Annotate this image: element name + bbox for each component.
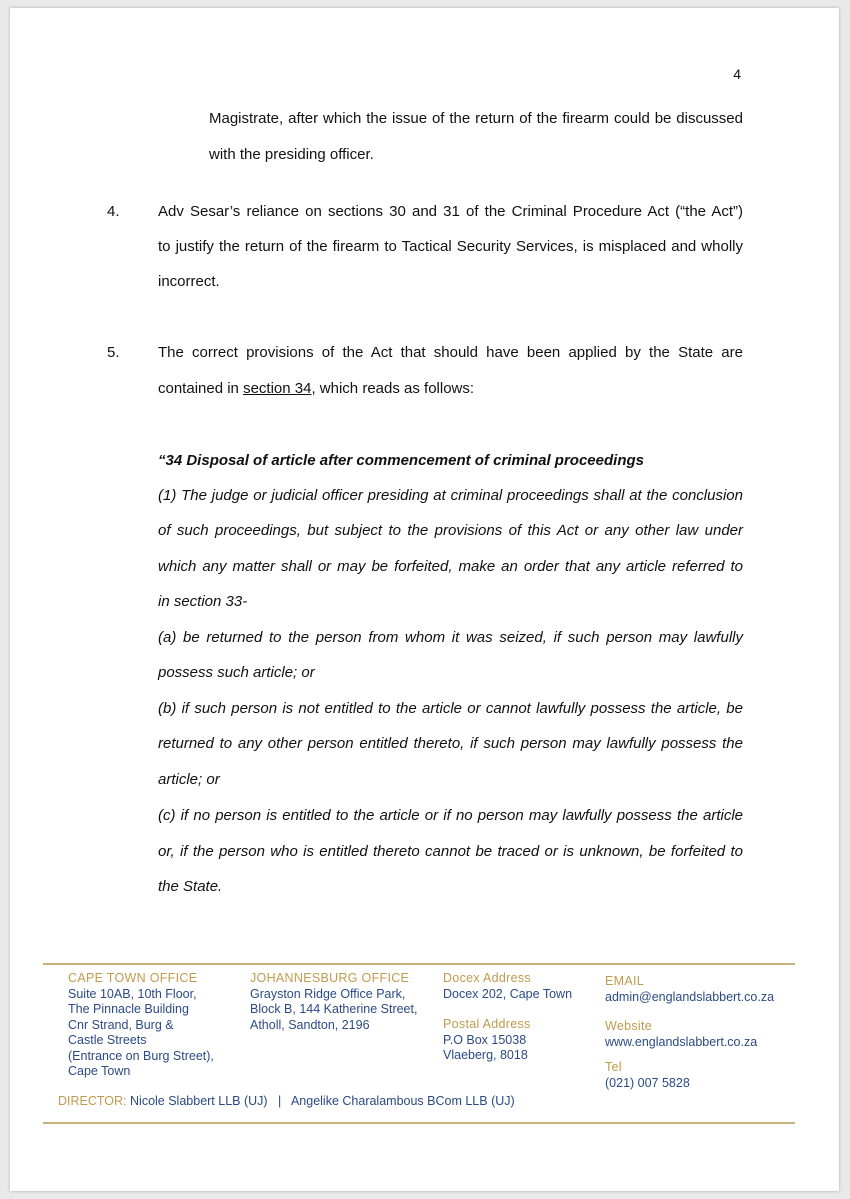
quote-line: of such proceedings, but subject to the provisions of this Act or any other law under bbox=[158, 522, 743, 539]
quote-line: in section 33- bbox=[158, 593, 248, 610]
paragraph-line: to justify the return of the firearm to Tactical Security Services, is misplaced and wholly bbox=[158, 238, 743, 255]
cape-town-office bbox=[68, 971, 214, 1080]
footer-top-rule bbox=[43, 963, 795, 965]
quote-heading: “34 Disposal of article after commencement of criminal proceedings bbox=[158, 452, 644, 469]
quote-line: returned to any other person entitled thereto, if such person may lawfully possess the bbox=[158, 735, 743, 752]
paragraph-line: Adv Sesar’s reliance on sections 30 and 31 of the Criminal Procedure Act (“the Act”) bbox=[158, 203, 743, 220]
continuation-line-2: with the presiding officer. bbox=[209, 146, 374, 163]
tel-heading: Tel bbox=[605, 1060, 622, 1074]
website-heading: Website bbox=[605, 1019, 653, 1033]
quote-line: article; or bbox=[158, 771, 220, 788]
quote-line: (c) if no person is entitled to the article or if no person may lawfully possess the article bbox=[158, 807, 743, 824]
quote-line: (a) be returned to the person from whom it was seized, if such person may lawfully bbox=[158, 629, 743, 646]
page-number: 4 bbox=[733, 66, 741, 82]
quote-line: (1) The judge or judicial officer presiding at criminal proceedings shall at the conclusion bbox=[158, 487, 743, 504]
website-link[interactable]: www.englandslabbert.co.za bbox=[605, 1034, 758, 1049]
postal-line: P.O Box 15038 bbox=[443, 1032, 527, 1047]
address-line: Castle Streets bbox=[68, 1033, 147, 1047]
address-line: Cnr Strand, Burg & bbox=[68, 1017, 174, 1032]
postal-line: Vlaeberg, 8018 bbox=[443, 1048, 528, 1062]
email-heading: EMAIL bbox=[605, 974, 645, 988]
quote-line: the State. bbox=[158, 878, 223, 895]
address-line: (Entrance on Burg Street), bbox=[68, 1048, 214, 1063]
address-line: Block B, 144 Katherine Street, bbox=[250, 1002, 418, 1016]
postal-heading: Postal Address bbox=[443, 1017, 531, 1031]
website-block bbox=[605, 1019, 757, 1050]
quote-line: which any matter shall or may be forfeited, make an order that any article referred to bbox=[158, 558, 743, 575]
johannesburg-heading: JOHANNESBURG OFFICE bbox=[250, 971, 410, 985]
paragraph-line: incorrect. bbox=[158, 273, 220, 290]
address-line: Grayston Ridge Office Park, bbox=[250, 986, 406, 1001]
tel-value: (021) 007 5828 bbox=[605, 1075, 690, 1090]
quote-line: or, if the person who is entitled thereto cannot be traced or is unknown, be forfeited to bbox=[158, 843, 743, 860]
email-link[interactable]: admin@englandslabbert.co.za bbox=[605, 989, 775, 1004]
paragraph-number: 4. bbox=[107, 203, 120, 220]
director-line bbox=[58, 1094, 515, 1108]
tel-block bbox=[605, 1060, 690, 1091]
section-34-reference: section 34 bbox=[243, 380, 312, 397]
docex-value: Docex 202, Cape Town bbox=[443, 986, 573, 1001]
paragraph-line: The correct provisions of the Act that should have been applied by the State are bbox=[158, 344, 743, 361]
docex-heading: Docex Address bbox=[443, 971, 531, 985]
continuation-line-1: Magistrate, after which the issue of the return of the firearm could be discussed bbox=[209, 110, 743, 127]
footer-bottom-rule bbox=[43, 1122, 795, 1124]
quote-line: possess such article; or bbox=[158, 664, 315, 681]
director-label: DIRECTOR: bbox=[58, 1094, 127, 1108]
quote-line: (b) if such person is not entitled to the article or cannot lawfully possess the article, be bbox=[158, 700, 743, 717]
address-line: Cape Town bbox=[68, 1064, 131, 1078]
paragraph-text: contained in bbox=[158, 380, 244, 397]
postal-address bbox=[443, 1017, 531, 1064]
director-names: Nicole Slabbert LLB (UJ) | Angelike Charalambous BCom LLB (UJ) bbox=[130, 1094, 515, 1108]
email-block bbox=[605, 974, 774, 1005]
johannesburg-office bbox=[250, 971, 417, 1033]
address-line: Suite 10AB, 10th Floor, bbox=[68, 986, 197, 1001]
address-line: The Pinnacle Building bbox=[68, 1002, 189, 1016]
paragraph-number: 5. bbox=[107, 344, 120, 361]
paragraph-text: , which reads as follows: bbox=[311, 380, 475, 397]
docex-address bbox=[443, 971, 572, 1002]
address-line: Atholl, Sandton, 2196 bbox=[250, 1017, 370, 1032]
cape-town-heading: CAPE TOWN OFFICE bbox=[68, 971, 198, 985]
paragraph-line-with-link bbox=[158, 380, 474, 397]
